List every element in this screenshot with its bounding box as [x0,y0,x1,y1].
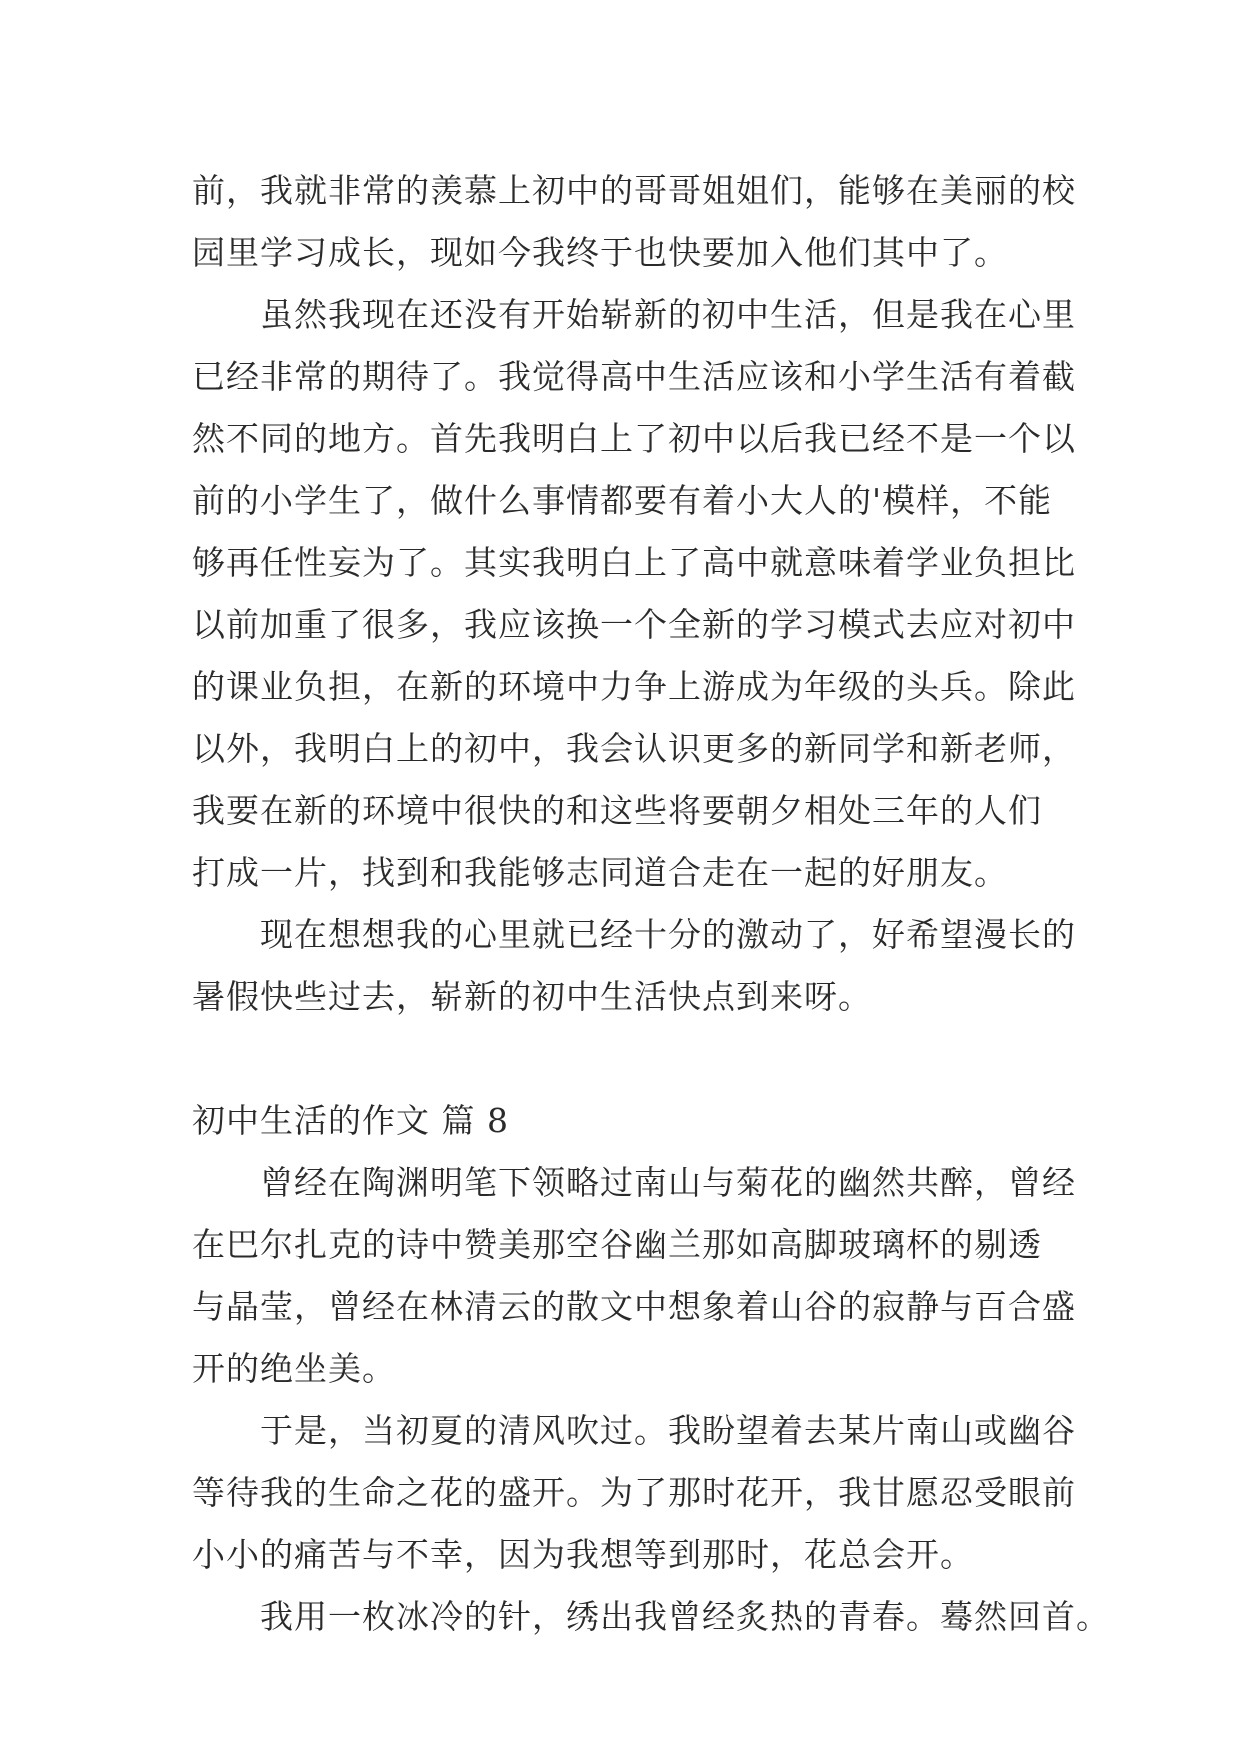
paragraph [192,1152,1076,1400]
text-line: 小小的痛苦与不幸，因为我想等到那时，花总会开。 [192,1535,974,1574]
text-line: 曾经在陶渊明笔下领略过南山与菊花的幽然共醉，曾经 [260,1163,1076,1202]
paragraph-continuation [192,160,1076,284]
section-heading: 初中生活的作文 篇 8 [192,1101,509,1140]
text-line: 在巴尔扎克的诗中赞美那空谷幽兰那如高脚玻璃杯的剔透 [192,1225,1042,1264]
text-line: 打成一片，找到和我能够志同道合走在一起的好朋友。 [192,853,1008,892]
text-line: 然不同的地方。首先我明白上了初中以后我已经不是一个以 [192,419,1076,458]
text-line: 以前加重了很多，我应该换一个全新的学习模式去应对初中 [192,605,1076,644]
text-line: 暑假快些过去，崭新的初中生活快点到来呀。 [192,977,872,1016]
text-line: 前的小学生了，做什么事情都要有着小大人的'模样，不能 [192,481,1053,520]
paragraph [192,1586,1110,1648]
text-line: 开的绝坐美。 [192,1349,396,1388]
text-line: 的课业负担，在新的环境中力争上游成为年级的头兵。除此 [192,667,1076,706]
text-line: 够再任性妄为了。其实我明白上了高中就意味着学业负担比 [192,543,1076,582]
document-body [192,160,1110,1648]
text-line: 现在想想我的心里就已经十分的激动了，好希望漫长的 [260,915,1076,954]
text-line: 于是，当初夏的清风吹过。我盼望着去某片南山或幽谷 [260,1411,1076,1450]
text-line: 园里学习成长，现如今我终于也快要加入他们其中了。 [192,233,1008,272]
text-line: 我要在新的环境中很快的和这些将要朝夕相处三年的人们 [192,791,1042,830]
text-line: 虽然我现在还没有开始崭新的初中生活，但是我在心里 [260,295,1076,334]
section-spacer [192,1028,1062,1090]
text-line: 与晶莹，曾经在林清云的散文中想象着山谷的寂静与百合盛 [192,1287,1076,1326]
paragraph [192,1400,1076,1586]
text-line: 已经非常的期待了。我觉得高中生活应该和小学生活有着截 [192,357,1076,396]
text-line: 我用一枚冰冷的针，绣出我曾经炙热的青春。蓦然回首。 [260,1597,1110,1636]
text-line: 以外，我明白上的初中，我会认识更多的新同学和新老师， [192,729,1076,768]
text-line: 前，我就非常的羡慕上初中的哥哥姐姐们，能够在美丽的校 [192,171,1076,210]
paragraph [192,284,1076,904]
paragraph [192,904,1076,1028]
text-line: 等待我的生命之花的盛开。为了那时花开，我甘愿忍受眼前 [192,1473,1076,1512]
